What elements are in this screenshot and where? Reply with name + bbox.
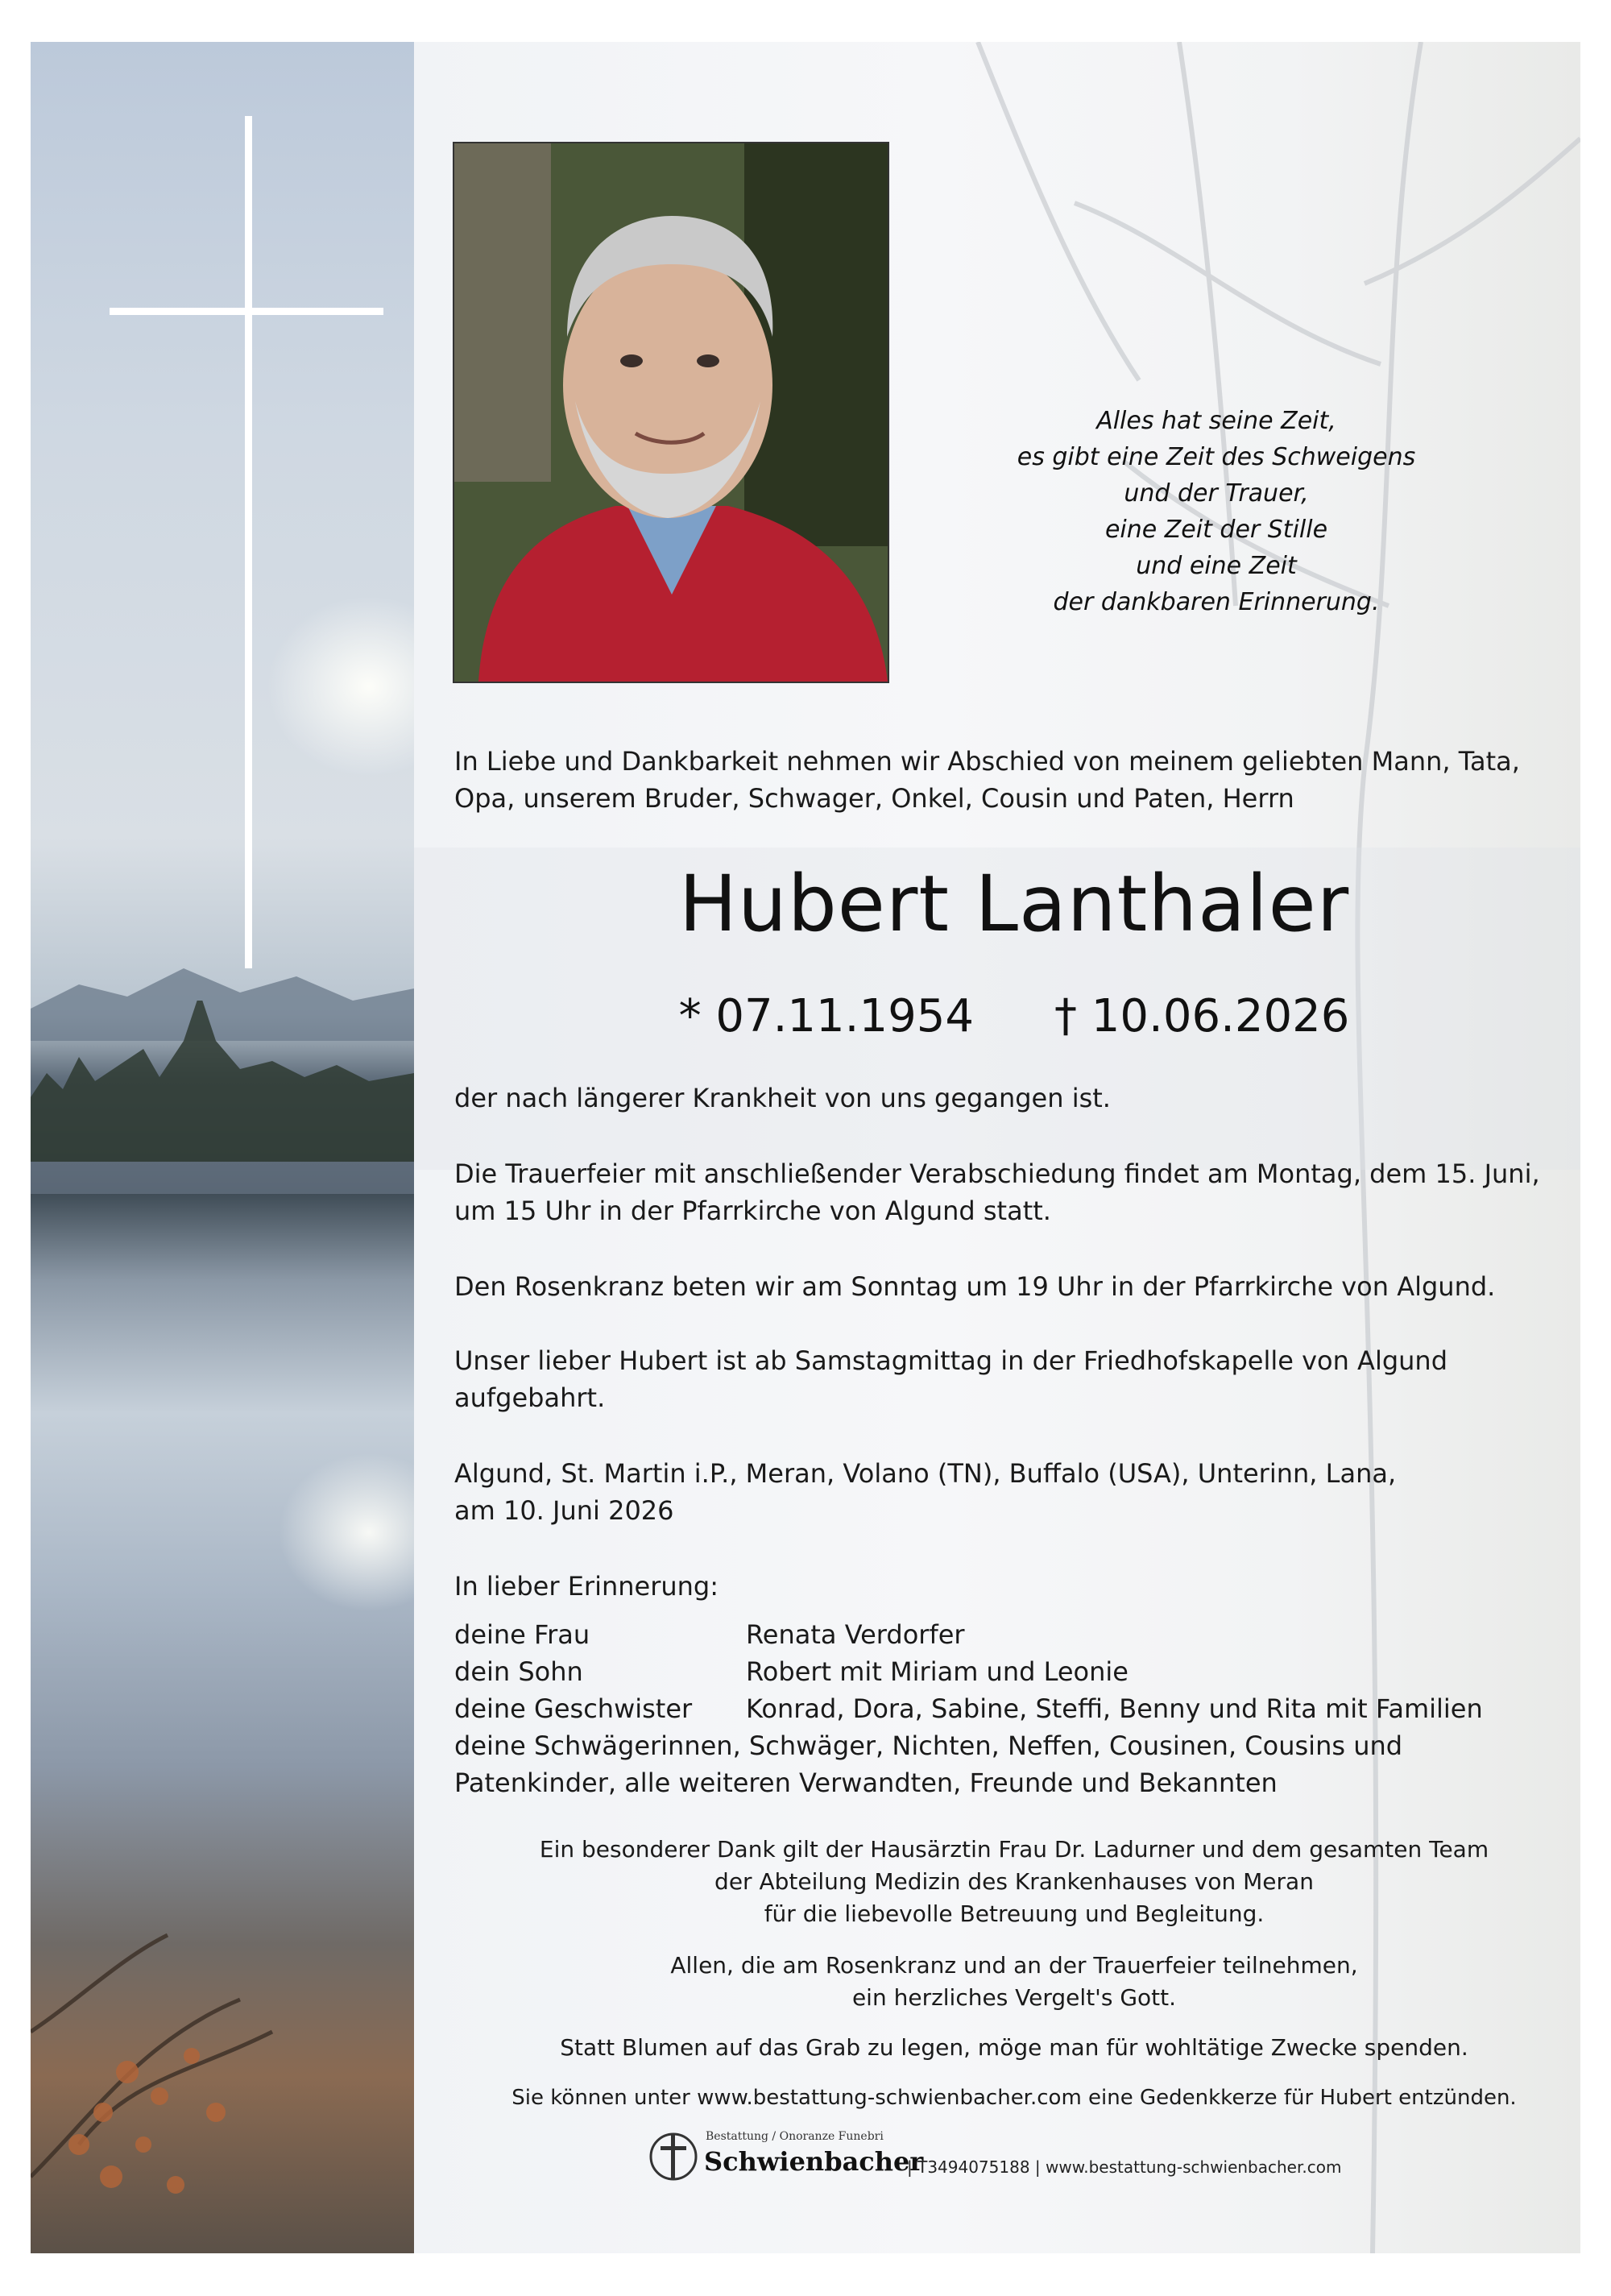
portrait-illustration [454,143,888,682]
deceased-name: Hubert Lanthaler [678,859,1350,949]
body-line: um 15 Uhr in der Pfarrkirche von Algund statt. [454,1196,1051,1226]
relative-names: Konrad, Dora, Sabine, Steffi, Benny und Rita mit Familien [746,1693,1483,1724]
quote-line: Alles hat seine Zeit, [1096,407,1336,435]
thanks-line: Sie können unter www.bestattung-schwienbacher.com eine Gedenkkerze für Hubert entzünden. [511,2086,1517,2110]
intro-line: In Liebe und Dankbarkeit nehmen wir Abschied von meinem geliebten Mann, Tata, [454,746,1520,777]
donation-note [454,2032,1574,2064]
paragraph-remembrance-heading [454,1568,1574,1605]
body-line: aufgebahrt. [454,1382,606,1413]
intro-text [454,743,1574,817]
paragraph-viewing [454,1342,1574,1416]
relative-names: Renata Verdorfer [746,1619,965,1650]
treeline-silhouette [31,1001,414,1194]
relative-row [454,1653,1574,1690]
thanks-line: für die liebevolle Betreuung und Begleitung. [764,1900,1265,1927]
body-line: am 10. Juni 2026 [454,1495,674,1526]
body-line: Algund, St. Martin i.P., Meran, Volano (TN), Buffalo (USA), Unterinn, Lana, [454,1458,1397,1489]
contact-info: | T3494075188 | www.bestattung-schwienbacher.com [907,2157,1342,2177]
thanks-line: ein herzliches Vergelt's Gott. [851,1984,1177,2011]
portrait-photo [453,142,889,683]
relative-relation: dein Sohn [454,1656,583,1687]
body-line: Die Trauerfeier mit anschließender Verabschiedung findet am Montag, dem 15. Juni, [454,1158,1540,1189]
quote-line: und der Trauer, [1124,479,1309,508]
quote-line: eine Zeit der Stille [1104,516,1328,544]
relative-relation: deine Geschwister [454,1693,693,1724]
paragraph-funeral [454,1155,1574,1229]
quote-line: der dankbaren Erinnerung. [1053,588,1380,616]
relatives-extra: Patenkinder, alle weiteren Verwandten, Freunde und Bekannten [454,1768,1278,1798]
quote-line: es gibt eine Zeit des Schweigens [1017,443,1416,471]
body-line: In lieber Erinnerung: [454,1571,719,1602]
candle-note [454,2082,1574,2114]
brand-name: Schwienbacher [704,2146,924,2177]
paragraph-passing [454,1080,1574,1117]
cross-logo-icon [649,2128,698,2185]
body-line: der nach längerer Krankheit von uns gegangen ist. [454,1083,1111,1113]
funeral-home-footer [649,2128,1374,2185]
thanks-line: Allen, die am Rosenkranz und an der Trauerfeier teilnehmen, [670,1952,1358,1979]
relative-row [454,1690,1574,1727]
relatives-list [454,1616,1574,1801]
thanks-line: Ein besonderer Dank gilt der Hausärztin Frau Dr. Ladurner und dem gesamten Team [539,1836,1489,1863]
brand-subtitle: Bestattung / Onoranze Funebri [706,2130,884,2143]
death-date: † 10.06.2026 [1054,990,1350,1042]
thanks-attendees [454,1950,1574,2014]
thanks-line: der Abteilung Medizin des Krankenhauses von Meran [714,1868,1314,1895]
intro-line: Opa, unserem Bruder, Schwager, Onkel, Cousin und Paten, Herrn [454,783,1294,814]
body-line: Den Rosenkranz beten wir am Sonntag um 19 Uhr in der Pfarrkirche von Algund. [454,1271,1496,1302]
relative-names: Robert mit Miriam und Leonie [746,1656,1129,1687]
quote-line: und eine Zeit [1136,552,1297,580]
life-dates [454,984,1574,1049]
cross-horizontal-bar [110,308,383,315]
landscape-strip [31,42,414,2253]
branches-decoration [31,1693,414,2253]
memorial-quote [934,403,1498,620]
cross-vertical-bar [245,116,252,968]
relative-relation: deine Frau [454,1619,590,1650]
body-line: Unser lieber Hubert ist ab Samstagmittag in der Friedhofskapelle von Algund [454,1345,1448,1376]
paragraph-places-date [454,1455,1574,1529]
relatives-extra: deine Schwägerinnen, Schwäger, Nichten, Neffen, Cousinen, Cousins und [454,1730,1403,1761]
relative-row [454,1616,1574,1653]
thanks-doctor [454,1834,1574,1930]
birth-date: * 07.11.1954 [678,990,974,1042]
paragraph-rosary [454,1268,1574,1305]
thanks-line: Statt Blumen auf das Grab zu legen, möge man für wohltätige Zwecke spenden. [560,2034,1468,2061]
